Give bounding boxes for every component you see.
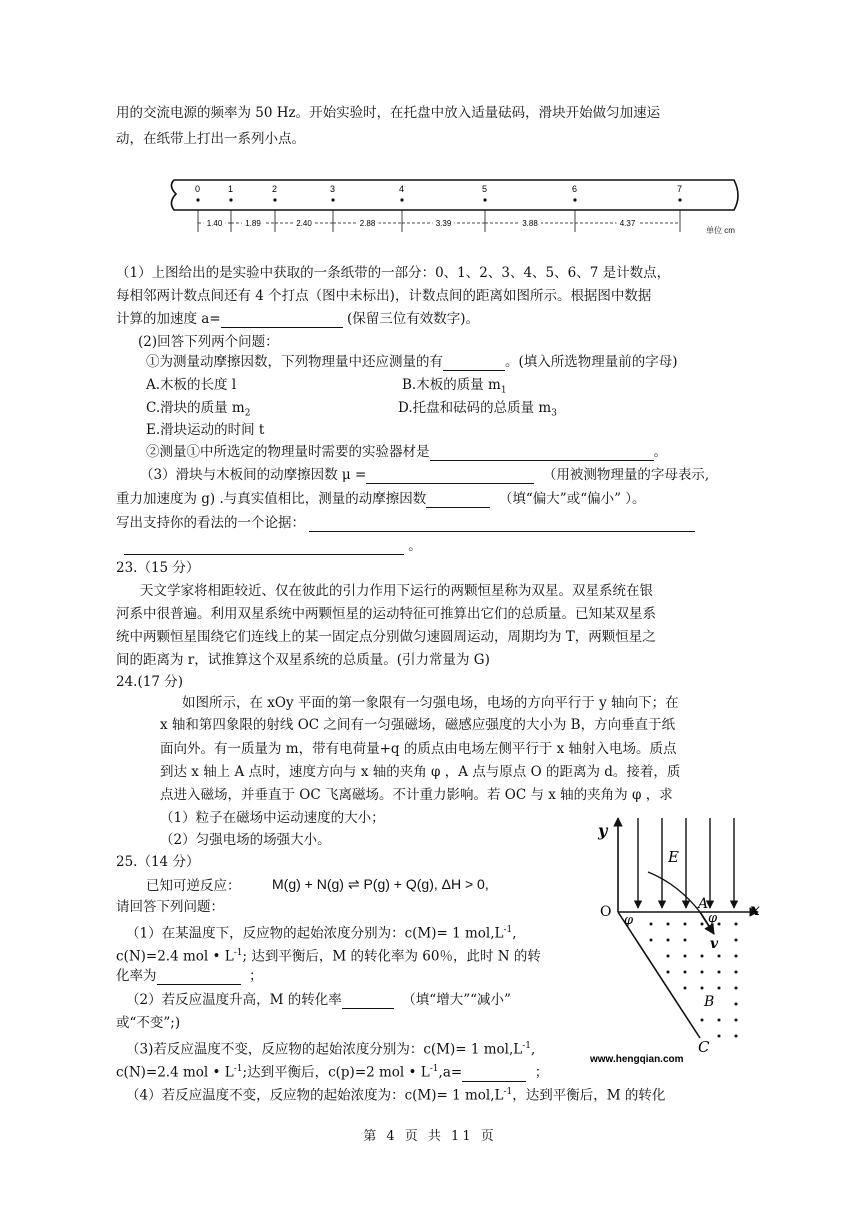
tape-distance-label: 3.39	[435, 219, 452, 228]
b-field-dot	[684, 971, 687, 974]
y-axis-label: y	[598, 821, 608, 840]
tape-distance-label: 1.89	[245, 219, 261, 228]
b-field-dot	[684, 955, 687, 958]
q22-mu-label: （3）滑块与木板间的动摩擦因数 μ =	[140, 467, 367, 483]
point-a-label: A	[698, 896, 709, 912]
b-field-dot	[735, 1035, 738, 1038]
b-field-dot	[701, 955, 704, 958]
b-field-dot	[667, 939, 670, 942]
b-field-dot	[684, 987, 687, 990]
tape-point-dot	[273, 198, 276, 201]
b-field-dot	[667, 971, 670, 974]
b-field-dot	[735, 987, 738, 990]
n-conversion-answer-blank[interactable]	[157, 970, 241, 985]
b-field-dot	[718, 1035, 721, 1038]
q25-header: 25.（14 分）	[116, 854, 200, 870]
b-field-dot	[735, 971, 738, 974]
q22-q1-text: ①为测量动摩擦因数，下列物理量中还应测量的有	[146, 354, 443, 370]
field-e-label: E	[668, 848, 679, 866]
tape-distance-label: 1.40	[206, 219, 223, 228]
q24-line4: 到达 x 轴上 A 点时，速度方向与 x 轴的夹角 φ ，A 点与原点 O 的距离为 d。接着，质	[160, 764, 681, 780]
origin-label: O	[600, 904, 612, 920]
b-field-dot	[701, 987, 704, 990]
tape-point-dot	[229, 198, 232, 201]
a-value-answer-blank[interactable]	[462, 1067, 526, 1082]
q23-line3: 统中两颗恒星围绕它们连线上的某一固定点分别做匀速圆周运动，周期均为 T，两颗恒星之	[116, 629, 656, 645]
tape-point-label: 4	[399, 184, 405, 194]
q25-p2-note: （填“增大”“减小”	[402, 992, 511, 1008]
tape-point-dot	[678, 198, 681, 201]
q22-acc-label: 计算的加速度 a=	[116, 311, 221, 327]
option-a: A.木板的长度 l	[146, 377, 237, 393]
q22-part2-q1	[146, 353, 678, 371]
q23-line1: 天文学家将相距较近、仅在彼此的引力作用下运行的两颗恒星称为双星。双星系统在银	[140, 583, 653, 599]
b-field-dot	[735, 939, 738, 942]
page-footer: 第 4 页 共 11 页	[363, 1129, 497, 1144]
q24-sub1: （1）粒子在磁场中运动速度的大小；	[160, 810, 385, 826]
tape-point-label: 6	[572, 184, 578, 194]
tape-point-dot	[483, 198, 486, 201]
q25-n-conversion-label: 化率为	[116, 968, 157, 984]
q22-part3-line3	[116, 514, 695, 532]
b-field-dot	[718, 923, 721, 926]
q22-part2-head: (2)回答下列两个问题：	[138, 334, 279, 350]
q25-equation: M(g) + N(g) ⇌ P(g) + Q(g), ΔH > 0,	[272, 876, 489, 892]
option-c: C.滑块的质量 $m_2$	[146, 400, 251, 419]
b-field-dot	[735, 1003, 738, 1006]
option-e: E.滑块运动的时间 t	[146, 422, 265, 438]
q25-part3-line2: c(N)=2.4 mol • $L^{-1}$;达到平衡后，c(p)=2 mol • $L^{-1},a=$ ；	[116, 1064, 549, 1081]
b-field-dot	[701, 923, 704, 926]
q23-line2: 河系中很普遍。利用双星系统中两颗恒星的运动特征可推算出它们的总质量。已知某双星系	[116, 606, 656, 622]
tape-distance-label: 3.88	[522, 219, 538, 228]
tape-point-label: 0	[195, 184, 201, 194]
q22-acc-note: (保留三位有效数字)。	[342, 311, 479, 327]
q24-line5: 点进入磁场，并垂直于 OC 飞离磁场。不计重力影响。若 OC 与 x 轴的夹角为 φ ，求	[160, 787, 673, 803]
b-field-dot	[650, 923, 653, 926]
q24-line1: 如图所示，在 xOy 平面的第一象限有一匀强电场，电场的方向平行于 y 轴向下；在	[182, 695, 679, 711]
q25-p1-end: ；	[249, 968, 263, 984]
b-field-dot	[718, 971, 721, 974]
b-field-dot	[735, 955, 738, 958]
b-field-dot	[684, 939, 687, 942]
q25-part1-line2: c(N)=2.4 mol • $L^{-1}$; 达到平衡后，M 的转化率为 60％，此时 N 的转	[116, 948, 541, 965]
bias-answer-blank[interactable]	[426, 493, 490, 508]
tape-point-label: 5	[482, 184, 488, 194]
q22-bias-note: （填“偏大”或“偏小” ）。	[498, 491, 646, 507]
b-field-dot	[701, 1019, 704, 1022]
b-field-dot	[735, 1019, 738, 1022]
q23-header: 23.（15 分）	[116, 560, 200, 576]
q22-part1-line2: 每相邻两计数点间还有 4 个打点（图中未标出)，计数点间的距离如图所示。根据图中数据	[116, 288, 652, 304]
q25-ask: 请回答下列问题：	[116, 899, 224, 915]
tape-distance-label: 4.37	[619, 219, 636, 228]
q22-part3-line4	[124, 537, 422, 555]
option-b: B.木板的质量 $m_1$	[402, 377, 507, 396]
q22-q2-end: 。	[653, 444, 667, 460]
q22-part3-line1	[140, 466, 709, 484]
q25-part1-line3	[116, 967, 263, 985]
q22-part2-q2	[146, 443, 667, 461]
field-b-label: B	[704, 994, 715, 1010]
instruments-answer-blank[interactable]	[430, 446, 654, 461]
q22-q2-text: ②测量①中所选定的物理量时需要的实验器材是	[146, 444, 430, 460]
phi-at-o-label: φ	[624, 913, 634, 928]
q25-part2-line2: 或“不变”;)	[116, 1015, 181, 1031]
conversion-trend-answer-blank[interactable]	[342, 994, 394, 1009]
tape-point-label: 1	[228, 184, 234, 194]
q25-intro: 已知可逆反应：	[146, 878, 241, 894]
intro-line-1: 用的交流电源的频率为 50 Hz。开始实验时，在托盘中放入适量砝码，滑块开始做匀加速运	[116, 105, 661, 121]
argument-answer-blank-2[interactable]	[124, 540, 404, 555]
particle-trajectory	[648, 872, 700, 912]
b-field-dot	[667, 923, 670, 926]
q24-header: 24.(17 分)	[116, 674, 183, 690]
acceleration-answer-blank[interactable]	[221, 313, 343, 328]
q23-line4: 间的距离为 r，试推算这个双星系统的总质量。(引力常量为 G)	[116, 652, 490, 668]
q22-mu-note: （用被测物理量的字母表示,	[542, 467, 710, 483]
mu-answer-blank[interactable]	[366, 469, 534, 484]
b-field-dot	[735, 923, 738, 926]
q24-line3: 面向外。有一质量为 m，带有电荷量+q 的质点由电场左侧平行于 x 轴射入电场。质点	[160, 741, 677, 757]
field-diagram	[588, 812, 764, 1064]
tape-point-label: 7	[677, 184, 683, 194]
tape-point-dot	[400, 198, 403, 201]
tape-distance-label: 2.40	[296, 219, 312, 228]
watermark: www.hengqian.com	[590, 1054, 684, 1064]
q22-bias-text: 重力加速度为 g) .与真实值相比，测量的动摩擦因数	[116, 491, 427, 507]
q25-part2-line1	[126, 991, 511, 1009]
q25-conversion-label: （2）若反应温度升高，M 的转化率	[126, 992, 342, 1008]
tape-unit-label: 单位 cm	[706, 226, 735, 235]
tape-point-label: 2	[272, 184, 278, 194]
b-field-dot	[718, 1019, 721, 1022]
q24-line2: x 轴和第四象限的射线 OC 之间有一匀强磁场，磁感应强度的大小为 B，方向垂直于纸	[160, 717, 676, 733]
q22-part1-line1: （1）上图给出的是实验中获取的一条纸带的一部分：0、1、2、3、4、5、6、7 是计数点，	[116, 265, 671, 281]
b-field-dot	[701, 971, 704, 974]
q25-part1-line1: （1）在某温度下，反应物的起始浓度分别为：c(M)= 1 $mol,L^{-1}$,	[126, 925, 517, 942]
q22-q1-note: 。(填入所选物理量前的字母)	[505, 354, 678, 370]
q22-end-mark: 。	[408, 538, 422, 554]
ray-oc	[618, 912, 700, 1038]
quantities-answer-blank[interactable]	[443, 356, 505, 371]
b-field-dot	[667, 955, 670, 958]
b-field-dot	[650, 939, 653, 942]
velocity-label: v	[710, 936, 719, 952]
option-d: D.托盘和砝码的总质量 $m_3$	[398, 400, 557, 419]
tape-distance-label: 2.88	[359, 219, 376, 228]
tape-point-label: 3	[330, 184, 336, 194]
argument-answer-blank-1[interactable]	[309, 517, 695, 532]
b-field-dot	[718, 955, 721, 958]
q22-part1-line3	[116, 310, 479, 328]
q22-argument-label: 写出支持你的看法的一个论据：	[116, 515, 305, 531]
b-field-dot	[684, 923, 687, 926]
point-c-label: C	[698, 1038, 710, 1056]
electric-field-arrows	[638, 818, 734, 908]
q22-part3-line2	[116, 490, 646, 508]
x-axis-label: x	[750, 900, 760, 919]
intro-line-2: 动，在纸带上打出一系列小点。	[116, 131, 305, 147]
q25-part3-line1: （3)若反应温度不变，反应物的起始浓度分别为：c(M)= 1 $mol,L^{-1}$,	[126, 1041, 536, 1058]
q24-sub2: （2）匀强电场的场强大小。	[160, 832, 331, 848]
paper-tape-figure	[168, 176, 748, 246]
b-field-dot	[718, 987, 721, 990]
tape-point-dot	[331, 198, 334, 201]
phi-at-a-label: φ	[708, 911, 718, 926]
q25-part4-line1: （4）若反应温度不变，反应物的起始浓度为：c(M)= 1 $mol,L^{-1}$，达到平衡后，M 的转化	[126, 1087, 666, 1104]
tape-point-dot	[573, 198, 576, 201]
tape-point-dot	[196, 198, 199, 201]
